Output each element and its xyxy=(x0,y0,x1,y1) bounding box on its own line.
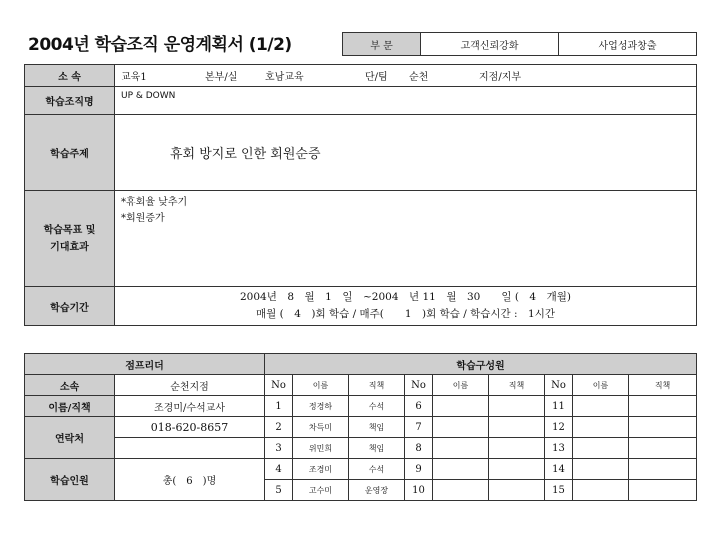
member-name xyxy=(433,438,489,459)
column-name: 이름 xyxy=(293,375,349,396)
member-name: 고수미 xyxy=(293,480,349,501)
department-option-customer-trust[interactable]: 고객신뢰강화 xyxy=(421,33,559,56)
member-no: 8 xyxy=(405,438,433,459)
org-name-label: 학습조직명 xyxy=(25,87,115,115)
member-name xyxy=(573,417,629,438)
member-name: 위민희 xyxy=(293,438,349,459)
affiliation-cell xyxy=(115,65,697,87)
goal-item: *휴회율 낮추기 xyxy=(121,197,188,208)
topic-value: 휴회 방지로 인한 회원순증 xyxy=(170,147,321,162)
period-dates: 2004년 8 월 1 일 ~2004 년 11 월 30 일 ( 4 개월) xyxy=(239,291,571,303)
member-name xyxy=(433,459,489,480)
leader-name-label: 이름/직책 xyxy=(25,396,115,417)
member-title xyxy=(629,438,697,459)
member-title xyxy=(629,480,697,501)
member-no: 3 xyxy=(265,438,293,459)
leader-contact-value: 018-620-8657 xyxy=(115,417,265,438)
member-no: 6 xyxy=(405,396,433,417)
member-no: 1 xyxy=(265,396,293,417)
member-no: 4 xyxy=(265,459,293,480)
member-no: 12 xyxy=(545,417,573,438)
leader-affiliation-label: 소속 xyxy=(25,375,115,396)
team-table xyxy=(24,353,697,501)
leader-contact-label: 연락처 xyxy=(25,417,115,459)
members-header: 학습구성원 xyxy=(265,354,697,375)
leader-contact-extra xyxy=(115,438,265,459)
member-title xyxy=(489,459,545,480)
org-name-value: UP & DOWN xyxy=(115,87,697,115)
affiliation-team-value: 순천 xyxy=(409,72,429,83)
member-title: 책임 xyxy=(349,417,405,438)
column-title: 직책 xyxy=(629,375,697,396)
member-title: 운영장 xyxy=(349,480,405,501)
member-title: 책임 xyxy=(349,438,405,459)
affiliation-edu: 교육1 xyxy=(121,72,147,83)
column-name: 이름 xyxy=(573,375,629,396)
member-name: 정경하 xyxy=(293,396,349,417)
column-no: No xyxy=(545,375,573,396)
affiliation-branch-label: 지점/지부 xyxy=(479,72,522,83)
topic-label: 학습주제 xyxy=(25,115,115,191)
department-table xyxy=(342,32,697,56)
member-row xyxy=(25,438,697,459)
affiliation-team-label: 단/팀 xyxy=(365,72,388,83)
member-no: 14 xyxy=(545,459,573,480)
goal-label xyxy=(25,191,115,287)
affiliation-label: 소 속 xyxy=(25,65,115,87)
period-cell xyxy=(115,287,697,326)
member-title xyxy=(489,396,545,417)
member-no: 2 xyxy=(265,417,293,438)
member-title: 수석 xyxy=(349,459,405,480)
member-name xyxy=(573,396,629,417)
member-count-label: 학습인원 xyxy=(25,459,115,501)
affiliation-hq-label: 본부/실 xyxy=(205,72,238,83)
member-title xyxy=(489,438,545,459)
member-no: 13 xyxy=(545,438,573,459)
column-name: 이름 xyxy=(433,375,489,396)
column-no: No xyxy=(405,375,433,396)
period-frequency: 매월 ( 4 )회 학습 / 매주( 1 )회 학습 / 학습시간 : 1시간 xyxy=(255,308,556,320)
member-title xyxy=(629,417,697,438)
plan-info-table xyxy=(24,64,697,326)
member-title xyxy=(489,417,545,438)
member-no: 9 xyxy=(405,459,433,480)
member-no: 7 xyxy=(405,417,433,438)
topic-cell xyxy=(115,115,697,191)
leader-name-value: 조경미/수석교사 xyxy=(115,396,265,417)
member-name: 조경미 xyxy=(293,459,349,480)
member-name xyxy=(573,480,629,501)
member-title xyxy=(489,480,545,501)
member-row xyxy=(25,396,697,417)
member-name xyxy=(433,480,489,501)
member-no: 10 xyxy=(405,480,433,501)
member-no: 15 xyxy=(545,480,573,501)
department-option-business-results[interactable]: 사업성과창출 xyxy=(559,33,697,56)
goal-item: *회원증가 xyxy=(121,213,165,224)
affiliation-hq-value: 호남교육 xyxy=(265,72,304,83)
member-row xyxy=(25,417,697,438)
member-name xyxy=(573,438,629,459)
leader-header: 점프리더 xyxy=(25,354,265,375)
column-title: 직책 xyxy=(349,375,405,396)
member-no: 11 xyxy=(545,396,573,417)
member-name xyxy=(573,459,629,480)
member-name: 차득미 xyxy=(293,417,349,438)
period-label: 학습기간 xyxy=(25,287,115,326)
page-title: 2004년 학습조직 운영계획서 (1/2) xyxy=(28,35,292,55)
member-name xyxy=(433,417,489,438)
goals-cell xyxy=(115,191,697,287)
department-label: 부 문 xyxy=(343,33,421,56)
member-name xyxy=(433,396,489,417)
member-title: 수석 xyxy=(349,396,405,417)
leader-affiliation-value: 순천지점 xyxy=(115,375,265,396)
member-title xyxy=(629,459,697,480)
goal-label-line1: 학습목표 및 xyxy=(43,224,96,236)
member-count-value: 총( 6 )명 xyxy=(115,459,265,501)
member-row xyxy=(25,459,697,480)
member-no: 5 xyxy=(265,480,293,501)
goal-label-line2: 기대효과 xyxy=(50,241,89,253)
member-title xyxy=(629,396,697,417)
column-title: 직책 xyxy=(489,375,545,396)
column-no: No xyxy=(265,375,293,396)
